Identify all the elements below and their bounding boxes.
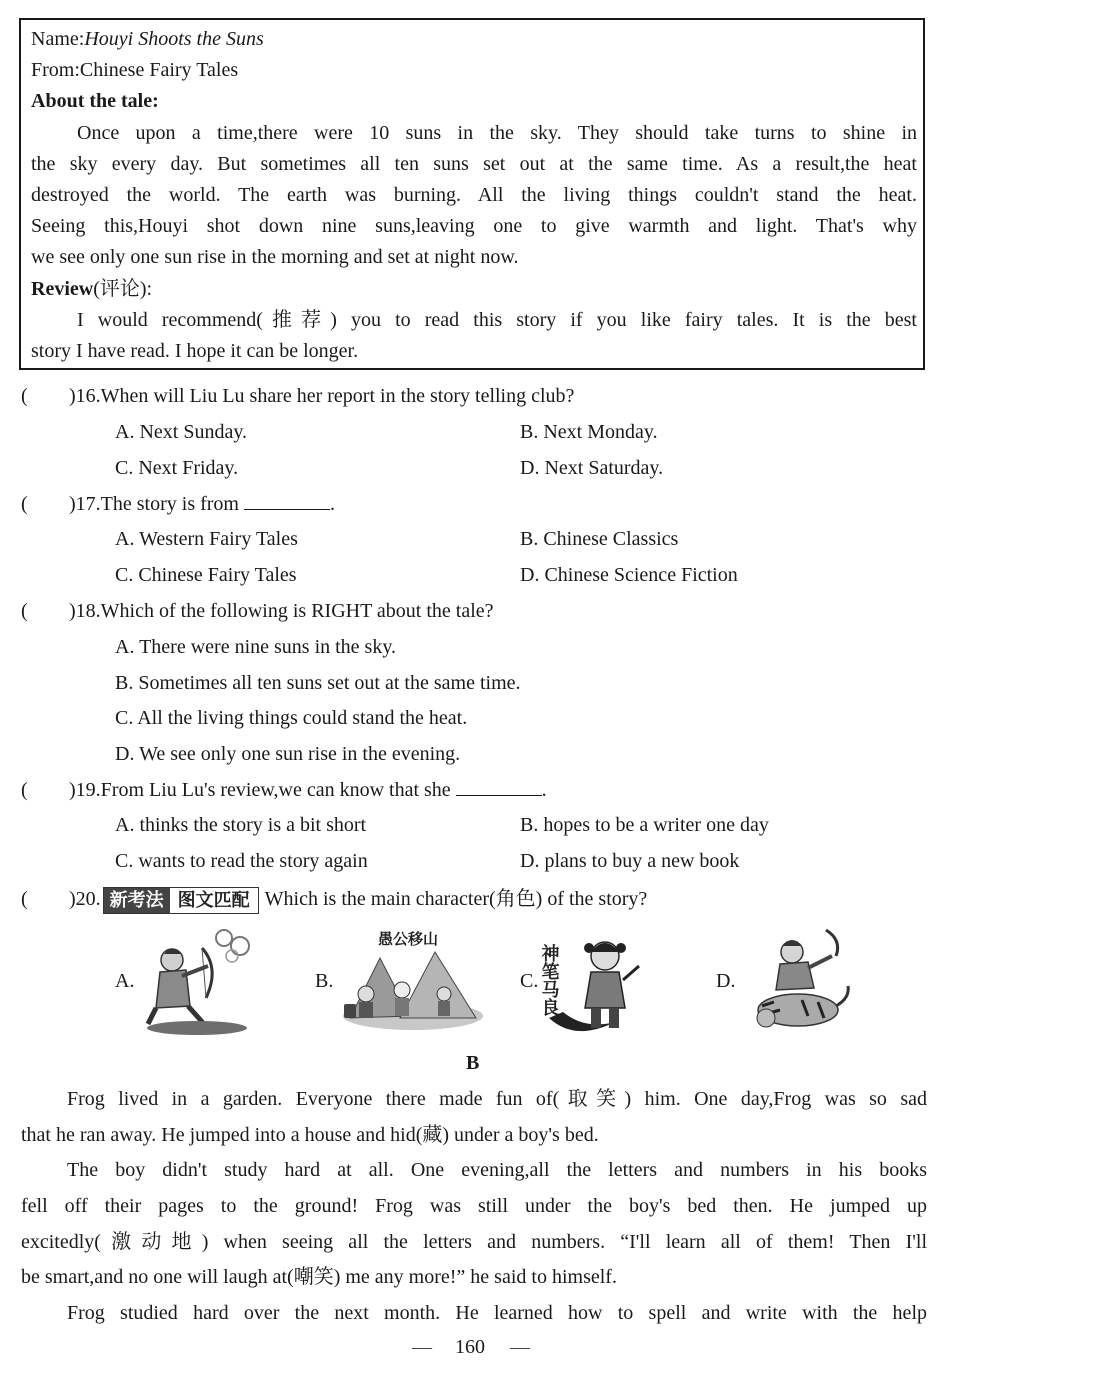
q17-blank: [244, 489, 330, 510]
section-b-line-2: that he ran away. He jumped into a house and hid(藏) under a boy's bed.: [21, 1124, 599, 1146]
q20-stem-line: [69, 881, 647, 917]
review-heading-bold: Review: [31, 278, 94, 300]
q19-paren: (: [21, 779, 28, 801]
q19-blank: [456, 775, 542, 796]
new-method-badge: [103, 887, 259, 914]
about-line-3: destroyed the world. The earth was burning. All the living things couldn't stand the heat.: [31, 184, 917, 206]
tale-title: Houyi Shoots the Suns: [84, 28, 264, 50]
tale-name-line: [31, 24, 917, 55]
q17-stem: The story is from: [100, 493, 239, 515]
q20-stem: Which is the main character(角色) of the story?: [264, 888, 648, 910]
q17-stem-line: [69, 486, 335, 522]
q16-paren: (: [21, 385, 28, 407]
badge-new-method: 新考法: [104, 888, 170, 913]
section-b-line-5: excitedly(激动地) when seeing all the letters and numbers. “I'll learn all of them! Then I'll: [21, 1231, 927, 1253]
q20-option-d-label: D.: [716, 970, 736, 992]
about-line-5: we see only one sun rise in the morning and set at night now.: [31, 246, 519, 268]
q17-option-b: B. Chinese Classics: [520, 528, 679, 550]
q17-option-d: D. Chinese Science Fiction: [520, 564, 738, 586]
review-heading: [31, 274, 917, 305]
q20-option-a-label: A.: [115, 970, 135, 992]
q18-stem: Which of the following is RIGHT about the tale?: [100, 600, 494, 622]
about-line-4: Seeing this,Houyi shot down nine suns,leaving one to give warmth and light. That's why: [31, 215, 917, 237]
q16-number: )16.: [69, 385, 101, 407]
image-b-caption: 愚公移山: [378, 930, 439, 948]
q18-option-d: D. We see only one sun rise in the evening.: [115, 743, 461, 765]
tiger-fighter-image: [742, 926, 854, 1036]
q16-option-a: A. Next Sunday.: [115, 421, 248, 443]
section-b-line-6: be smart,and no one will laugh at(嘲笑) me any more!” he said to himself.: [21, 1266, 617, 1288]
review-heading-rest: (评论):: [93, 278, 153, 300]
about-line-1: Once upon a time,there were 10 suns in the sky. They should take turns to shine in: [77, 122, 917, 144]
q18-option-c: C. All the living things could stand the heat.: [115, 707, 468, 729]
q18-paren: (: [21, 600, 28, 622]
q17-number: )17.: [69, 493, 101, 515]
footer-dash-right: —: [510, 1336, 530, 1358]
from-label: From:: [31, 59, 80, 81]
tale-source: Chinese Fairy Tales: [79, 59, 239, 81]
q17-paren: (: [21, 493, 28, 515]
yugong-mountain-image: [340, 928, 486, 1032]
q17-stem-end: .: [329, 493, 335, 515]
q20-option-c-label: C.: [520, 970, 539, 992]
q19-stem-end: .: [541, 779, 547, 801]
section-b-line-7: Frog studied hard over the next month. He learned how to spell and write with the help: [67, 1302, 927, 1324]
q18-option-a: A. There were nine suns in the sky.: [115, 636, 397, 658]
q16-stem-line: [69, 378, 574, 414]
about-line-2: the sky every day. But sometimes all ten suns set out at the same time. As a result,the heat: [31, 153, 917, 175]
q16-option-d: D. Next Saturday.: [520, 457, 664, 479]
footer-dash-left: —: [412, 1336, 432, 1358]
q18-number: )18.: [69, 600, 101, 622]
section-b-heading: B: [466, 1052, 480, 1074]
q19-stem-line: [69, 772, 547, 808]
about-heading: About the tale:: [31, 90, 159, 112]
q19-option-d: D. plans to buy a new book: [520, 850, 740, 872]
q17-option-a: A. Western Fairy Tales: [115, 528, 298, 550]
q19-number: )19.: [69, 779, 101, 801]
badge-picture-match: 图文匹配: [170, 888, 258, 913]
section-b-line-1: Frog lived in a garden. Everyone there made fun of(取笑) him. One day,Frog was so sad: [67, 1088, 927, 1110]
tale-source-line: [31, 55, 917, 86]
q19-option-a: A. thinks the story is a bit short: [115, 814, 367, 836]
review-line-1: I would recommend(推荐) you to read this story if you like fairy tales. It is the best: [77, 309, 917, 331]
review-line-2: story I have read. I hope it can be longer.: [31, 340, 359, 362]
q16-option-b: B. Next Monday.: [520, 421, 658, 443]
q16-stem: When will Liu Lu share her report in the story telling club?: [100, 385, 575, 407]
name-label: Name:: [31, 28, 85, 50]
q20-option-b-label: B.: [315, 970, 334, 992]
q20-number: )20.: [69, 888, 101, 910]
q19-stem: From Liu Lu's review,we can know that she: [100, 779, 451, 801]
q17-option-c: C. Chinese Fairy Tales: [115, 564, 297, 586]
q19-option-b: B. hopes to be a writer one day: [520, 814, 769, 836]
q18-stem-line: [69, 593, 494, 629]
q20-paren: (: [21, 888, 28, 910]
image-c-caption: 神笔马良: [538, 944, 560, 1016]
section-b-line-4: fell off their pages to the ground! Frog was still under the boy's bed then. He jumped up: [21, 1195, 927, 1217]
q16-option-c: C. Next Friday.: [115, 457, 239, 479]
page-number: 160: [455, 1336, 485, 1358]
archer-image: [142, 928, 252, 1036]
maliang-magic-brush-image: [538, 922, 643, 1040]
section-b-line-3: The boy didn't study hard at all. One evening,all the letters and numbers in his books: [67, 1159, 927, 1181]
q18-option-b: B. Sometimes all ten suns set out at the same time.: [115, 672, 521, 694]
q19-option-c: C. wants to read the story again: [115, 850, 368, 872]
